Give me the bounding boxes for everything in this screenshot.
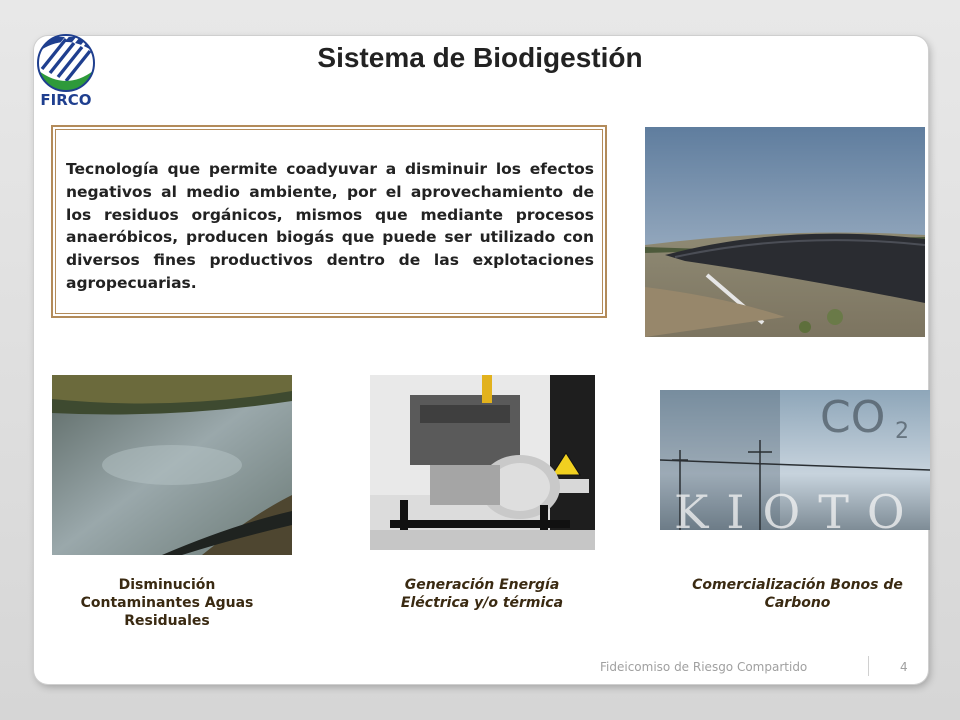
generator-photo [370,375,595,550]
kioto-text: KIOTO [674,485,923,530]
biodigester-photo [645,127,925,337]
caption-carbon-line2: Carbono [764,595,831,611]
description-box [51,125,607,318]
page-number: 4 [900,660,908,674]
firco-logo [30,33,105,110]
footer-text: Fideicomiso de Riesgo Compartido [600,660,808,674]
page-title: Sistema de Biodigestión [317,42,643,73]
caption-energy-line2: Eléctrica y/o térmica [400,595,564,611]
logo-text: FIRCO [40,91,92,109]
caption-energy [362,576,602,612]
caption-wastewater-line1: Disminución [118,577,216,593]
caption-carbon [665,576,930,612]
co2-text: CO [820,392,886,443]
caption-carbon-line1: Comercialización Bonos de [692,577,903,593]
caption-wastewater-line2: Contaminantes Aguas [80,595,254,611]
carbon-credits-photo [660,390,930,530]
caption-energy-line1: Generación Energía [404,577,560,593]
co2-subscript: 2 [895,419,909,444]
description-text: Tecnología que permite coadyuvar a disminuir los efectos negativos al medio ambiente, por el aprovechamiento de los residuos orgánicos, mismos que mediante procesos anaeróbicos, producen biogás que puede ser utilizado con diversos fines productivos dentro de las explotaciones agropecuarias. [66,160,594,292]
caption-wastewater-line3: Residuales [124,613,210,629]
caption-wastewater [52,576,282,630]
footer-divider [868,656,869,676]
wastewater-photo [52,375,292,555]
